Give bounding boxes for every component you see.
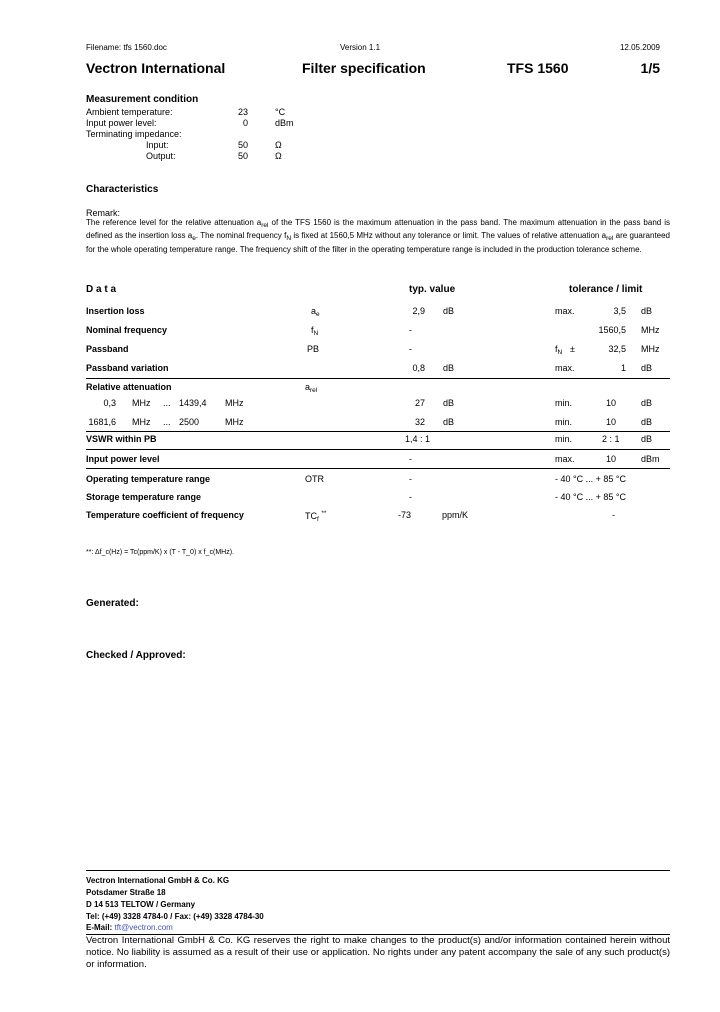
power-unit: dBm xyxy=(275,118,294,128)
divider xyxy=(86,449,670,450)
measurement-heading: Measurement condition xyxy=(86,94,199,105)
table-row-vswr: VSWR within PB 1,4 : 1 min. 2 : 1 dB xyxy=(86,434,653,444)
typ-heading: typ. value xyxy=(409,284,456,295)
input-label: Input: xyxy=(146,140,169,150)
data-heading: D a t a xyxy=(86,284,117,295)
input-value: 50 xyxy=(237,140,248,150)
output-value: 50 xyxy=(237,151,248,161)
output-label: Output: xyxy=(146,151,176,161)
table-row: 0,3 MHz ... 1439,4 MHz 27 dB min. 10 dB xyxy=(103,398,653,408)
input-unit: Ω xyxy=(275,140,282,150)
document-type: Filter specification xyxy=(302,60,426,76)
ambient-value: 23 xyxy=(237,107,248,117)
checked-approved-label: Checked / Approved: xyxy=(86,650,186,661)
divider xyxy=(86,468,670,469)
table-row-operating-temperature: Operating temperature range OTR - - 40 °C ... + 85 °C xyxy=(86,474,626,484)
divider xyxy=(86,431,670,432)
footer-divider xyxy=(86,870,670,871)
footer-street: Potsdamer Straße 18 xyxy=(86,888,166,897)
table-row: 1681,6 MHz ... 2500 MHz 32 dB min. 10 dB xyxy=(88,417,653,427)
header-date: 12.05.2009 xyxy=(619,43,660,52)
disclaimer: Vectron International GmbH & Co. KG reserves the right to make changes to the product(s) and/or information contained herein without notice. No liability is assumed as a result of their use or application. No rights under any patent accompany the sale of any such product(s) or information. xyxy=(86,935,670,970)
footer-email-line xyxy=(86,923,173,932)
table-row-storage-temperature: Storage temperature range - - 40 °C ... + 85 °C xyxy=(86,492,626,502)
table-row-passband: Passband PB - $f_N$ ± 32,5 MHz xyxy=(86,344,660,356)
email-link[interactable]: tft@vectron.com xyxy=(114,923,173,932)
version: Version 1.1 xyxy=(340,43,381,52)
footnote: **: Δf_c(Hz) = Tc(ppm/K) x (T - T_0) x f_c(MHz). xyxy=(86,549,235,556)
email-label: E-Mail: xyxy=(86,923,113,932)
table-row-nominal-frequency: Nominal frequency $f_N$ - 1560,5 MHz xyxy=(86,325,660,337)
footer-phone: Tel: (+49) 3328 4784-0 / Fax: (+49) 3328 4784-30 xyxy=(86,912,264,921)
tolerance-heading: tolerance / limit xyxy=(569,284,643,295)
table-row-passband-variation: Passband variation 0,8 dB max. 1 dB xyxy=(86,363,653,373)
characteristics-heading: Characteristics xyxy=(86,184,159,195)
page-number: 1/5 xyxy=(640,60,660,76)
table-row-input-power: Input power level - max. 10 dBm xyxy=(86,454,660,464)
part-number: TFS 1560 xyxy=(507,60,569,76)
generated-label: Generated: xyxy=(86,598,139,609)
filename: Filename: tfs 1560.doc xyxy=(86,43,167,52)
power-label: Input power level: xyxy=(86,118,157,128)
ambient-label: Ambient temperature: xyxy=(86,107,173,117)
power-value: 0 xyxy=(242,118,248,128)
ambient-unit: °C xyxy=(275,107,286,117)
impedance-label: Terminating impedance: xyxy=(86,129,182,139)
table-row-temperature-coefficient: Temperature coefficient of frequency $TC_f$ ** -73 ppm/K - xyxy=(86,510,615,523)
remark-text: The reference level for the relative attenuation $a_{rel}$ of the TFS 1560 is the maximum attenuation in the pass band. The maximum attenuation in the pass band is defined as the insertion loss $a_e$. The nominal frequency $f_N$ is fixed at 1560,5 MHz without any tolerance or limit. The values of relative attenuation $a_{rel}$ are guaranteed for the whole operating temperature range. The frequency shift of the filter in the operating temperature range is included in the production tolerance scheme. xyxy=(86,218,671,254)
table-row-relative-attenuation: Relative attenuation $a_{rel}$ xyxy=(86,382,318,394)
divider xyxy=(86,378,670,379)
footer-city: D 14 513 TELTOW / Germany xyxy=(86,900,196,909)
footer-company: Vectron International GmbH & Co. KG xyxy=(86,876,230,885)
remark-label: Remark: xyxy=(86,208,121,218)
table-row-insertion-loss: Insertion loss $a_e$ 2,9 dB max. 3,5 dB xyxy=(86,306,653,318)
output-unit: Ω xyxy=(275,151,282,161)
company-name: Vectron International xyxy=(86,60,226,76)
